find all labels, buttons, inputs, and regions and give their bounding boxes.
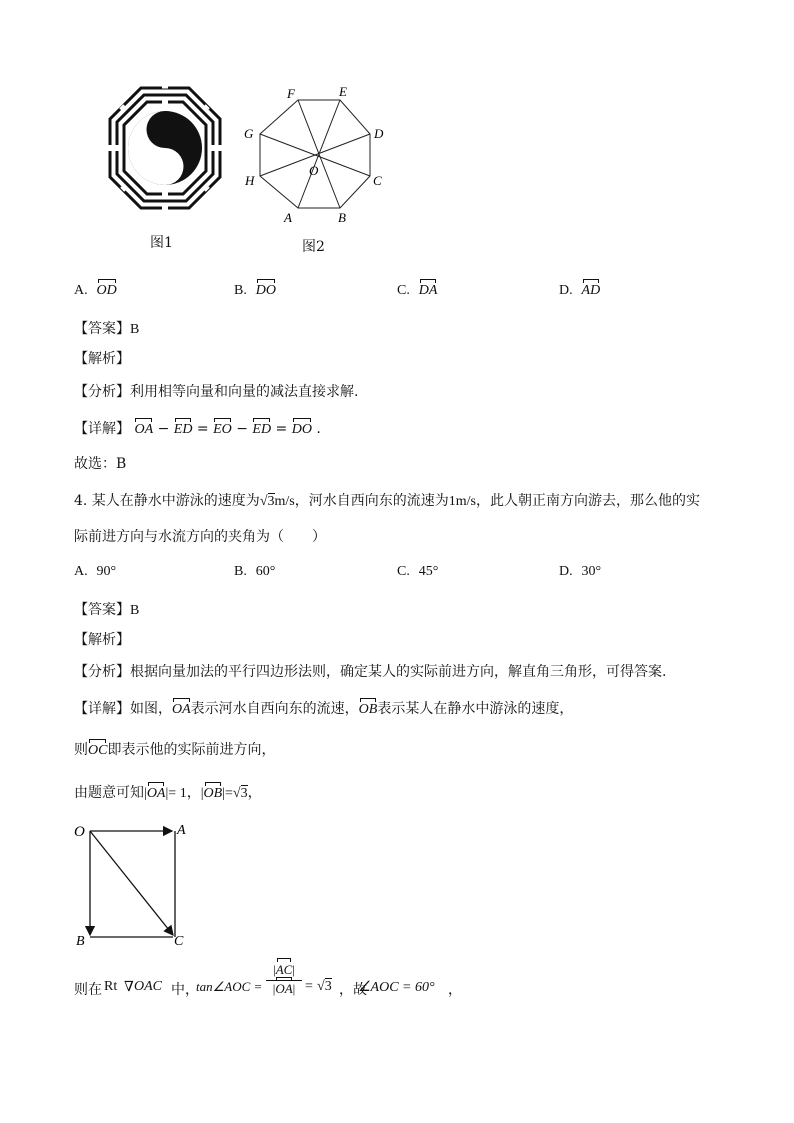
q4-option-b: B. 60° — [234, 564, 276, 579]
q3-option-d: D. AD — [559, 283, 601, 298]
q3-option-c: C. DA — [397, 283, 438, 298]
q4-answer: 【答案】B — [74, 602, 140, 618]
q4-xiangjie-line-1: 【详解】如图，OA表示河水自西向东的流速，OB表示某人在静水中游泳的速度， — [74, 701, 574, 717]
label-H: H — [245, 173, 255, 188]
yin-yang-symbol — [128, 111, 202, 185]
vector-da: DA — [418, 283, 438, 298]
label-G: G — [244, 126, 254, 141]
vector-od: OD — [96, 283, 117, 298]
figure-3-rectangle — [70, 818, 200, 953]
label-F: F — [287, 86, 295, 101]
q4-xiangjie-line-2: 则OC即表示他的实际前进方向， — [74, 742, 276, 758]
figure-2-caption: 图2 — [302, 239, 325, 255]
q3-guxuan: 故选：B — [74, 456, 127, 472]
figure-1-taiji — [104, 82, 226, 214]
q3-xiangjie: 【详解】 OA − ED = EO − ED = DO . — [74, 421, 321, 437]
q3-analysis-heading: 【解析】 — [74, 351, 130, 367]
q4-analysis-heading: 【解析】 — [74, 632, 130, 648]
label-O: O — [74, 824, 85, 840]
label-E: E — [339, 84, 347, 99]
q4-xiangjie-line-3: 由题意可知|OA|= 1，|OB|=√3， — [74, 785, 262, 801]
q4-stem-line-1: 4. 某人在静水中游泳的速度为√3m/s，河水自西向东的流速为1m/s，此人朝正南方向游去，那么他的实 — [74, 493, 700, 509]
fraction: |AC| |OA| — [266, 962, 302, 997]
q3-answer: 【答案】B — [74, 321, 140, 337]
q4-option-c: C. 45° — [397, 564, 439, 579]
label-B: B — [76, 934, 85, 949]
figure-1-caption: 图1 — [150, 235, 173, 251]
label-B: B — [338, 210, 346, 225]
label-C: C — [373, 173, 382, 188]
q3-fenxi: 【分析】利用相等向量和向量的减法直接求解. — [74, 384, 359, 400]
vector-oc-arrow — [90, 831, 173, 935]
q4-option-a: A. 90° — [74, 564, 117, 579]
label-A: A — [284, 210, 292, 225]
q3-option-a: A. OD — [74, 283, 117, 298]
vector-ad: AD — [581, 283, 601, 298]
label-C: C — [174, 934, 184, 949]
q4-stem-line-2: 际前进方向与水流方向的夹角为（ ） — [74, 529, 326, 545]
octagon-outline — [260, 100, 370, 208]
label-D: D — [374, 126, 384, 141]
figure-2-octagon — [240, 84, 390, 226]
q3-option-b: B. DO — [234, 283, 276, 298]
vector-do: DO — [255, 283, 276, 298]
q4-option-d: D. 30° — [559, 564, 602, 579]
label-A: A — [177, 823, 186, 838]
label-O: O — [309, 163, 319, 178]
q4-fenxi: 【分析】根据向量加法的平行四边形法则，确定某人的实际前进方向，解直角三角形，可得答案. — [74, 664, 667, 680]
